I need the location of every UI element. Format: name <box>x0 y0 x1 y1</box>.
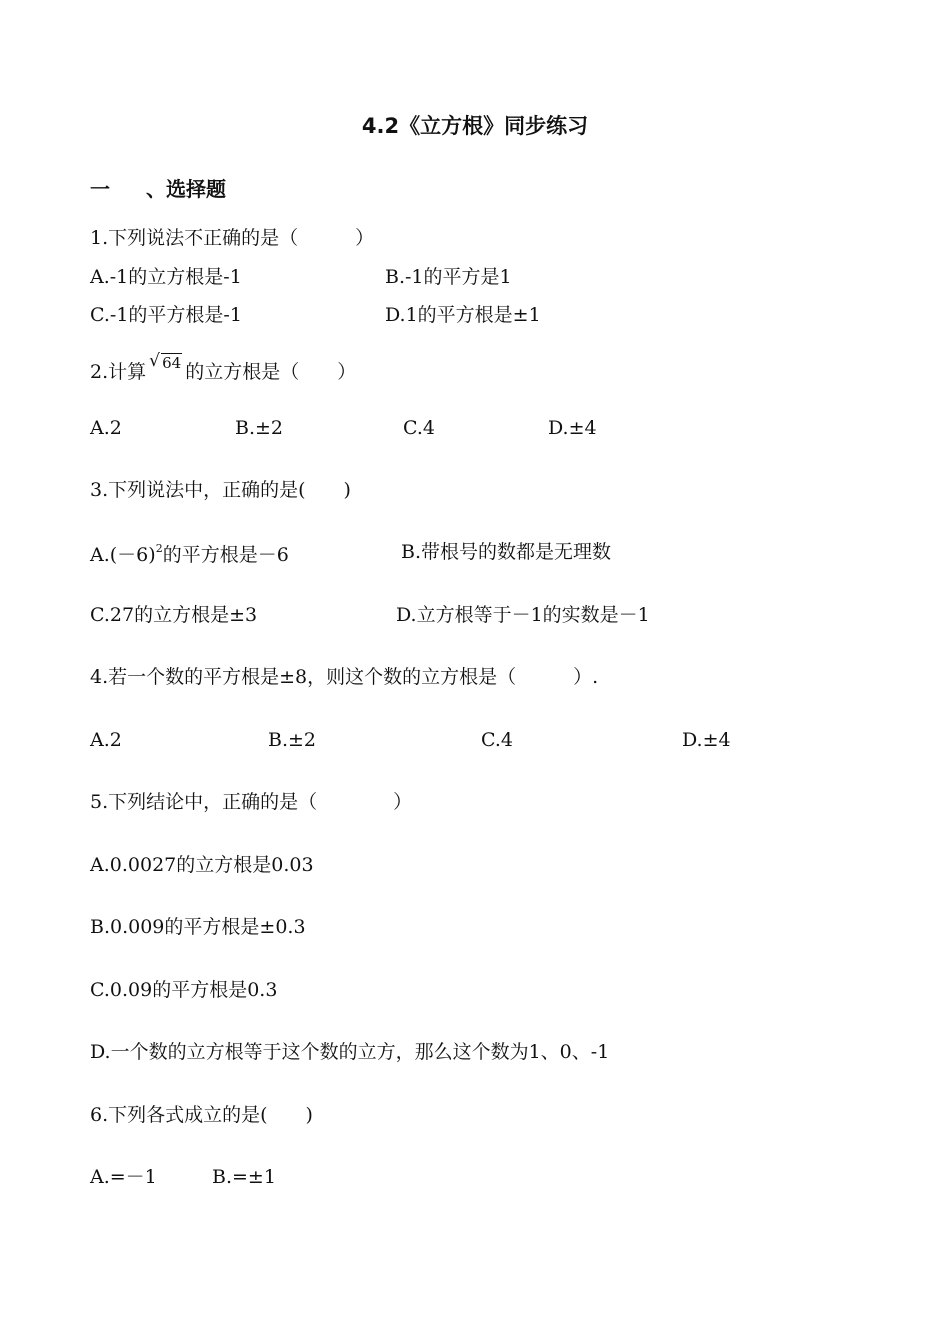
question-5-option-b: B.0.009的平方根是±0.3 <box>90 916 306 938</box>
question-2-option-a: A.2 <box>90 417 122 439</box>
question-5-option-a: A.0.0027的立方根是0.03 <box>90 854 314 876</box>
question-3-option-a-rest: 的平方根是－6 <box>162 544 289 566</box>
question-2-stem-after: 的立方根是（ ） <box>185 361 357 383</box>
question-2-option-c: C.4 <box>403 417 435 439</box>
question-2-stem <box>90 351 357 383</box>
question-1-option-d: D.1的平方根是±1 <box>385 304 541 326</box>
question-2-option-b: B.±2 <box>235 417 284 439</box>
question-2-option-d: D.±4 <box>548 417 597 439</box>
question-1-option-c: C.-1的平方根是-1 <box>90 304 242 326</box>
section-heading <box>90 179 226 199</box>
section-number: 一 <box>90 177 110 201</box>
section-label: 、选择题 <box>146 177 226 201</box>
question-3-option-c: C.27的立方根是±3 <box>90 604 258 626</box>
question-1-option-a: A.-1的立方根是-1 <box>90 266 242 288</box>
question-5-stem: 5.下列结论中，正确的是（ ） <box>90 791 413 813</box>
question-3-option-d: D.立方根等于－1的实数是－1 <box>396 604 650 626</box>
question-5-option-c: C.0.09的平方根是0.3 <box>90 979 278 1001</box>
question-4-option-b: B.±2 <box>268 729 317 751</box>
question-3-option-a <box>90 543 289 565</box>
page-title: 4.2《立方根》同步练习 <box>361 114 589 138</box>
question-5-option-d: D.一个数的立方根等于这个数的立方，那么这个数为1、0、-1 <box>90 1041 610 1063</box>
question-4-option-d: D.±4 <box>682 729 731 751</box>
square-root-expression <box>149 351 182 372</box>
question-1-option-b: B.-1的平方是1 <box>385 266 512 288</box>
question-6-stem: 6.下列各式成立的是( ) <box>90 1104 313 1126</box>
question-1-stem: 1.下列说法不正确的是（ ） <box>90 227 375 249</box>
question-3-option-b: B.带根号的数都是无理数 <box>401 541 612 563</box>
question-4-stem: 4.若一个数的平方根是±8，则这个数的立方根是（ ）. <box>90 666 599 688</box>
exponent: 2 <box>155 542 163 555</box>
question-6-option-a: A.=－1 <box>90 1166 157 1188</box>
radical-sign-icon: √ <box>149 351 160 371</box>
question-3-option-a-base: A.(－6) <box>90 544 156 566</box>
question-4-option-a: A.2 <box>90 729 122 751</box>
question-2-stem-before: 2.计算 <box>90 361 147 383</box>
question-6-option-b: B.=±1 <box>212 1166 276 1188</box>
question-4-option-c: C.4 <box>481 729 513 751</box>
question-3-stem: 3.下列说法中，正确的是( ) <box>90 479 351 501</box>
radicand: 64 <box>162 354 182 372</box>
